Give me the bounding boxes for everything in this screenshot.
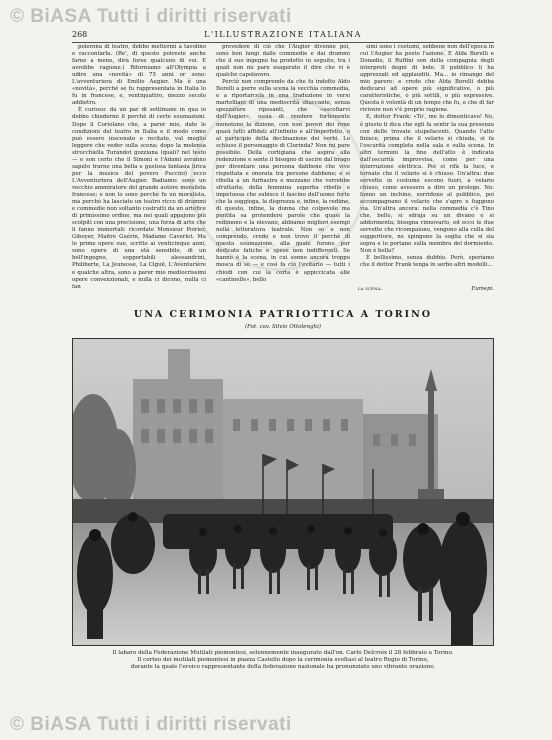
paragraph: E, dottor Frank: «To', me lo dimenticavo! No, è giusto ti dica che egli fa sentir la sua presenza con delle trovate stupefacenti. Quando l'atto finisce, prima che il velario si chiuda, si fa l'oscurità completa nella sala e sulla scena. In altri termini la fine dell'atto è indicata dall'oscurità improvvisa, come per una interruzione elettrica. Poi si rifà la luce, e tornate che il velario si è chiuso. Un'altra: due servette in costume escono fuori, a velario chiuso, come avessero a dire un prologo. No: fanno un inchino, sorridono al pubblico, poi accompagnano il velario che s'apre e fuggono via. Un'altra ancora: nella commedia c'è Tino che, bello, si sdraja su un divano e si addormenta; bisogna rinnovarlo, ed ecco le due servette che ricompaiono, vengono alla culla del suggeritore, ne spingono la soglia che si sia sopra e lo portano sulla membra del dormiente. Non è bella? xyxy=(360,114,494,255)
article-signature xyxy=(358,286,494,292)
caption-line: Il corteo dei mutilati piemontesi in piazza Castello dopo la cerimonia svoltasi al teatro Regio di Torino, xyxy=(137,657,429,664)
page-number: 268 xyxy=(72,30,88,39)
signature-left: la scena. xyxy=(358,286,383,292)
page-header xyxy=(72,30,494,43)
ceremony-photograph xyxy=(72,338,494,646)
running-head: L'ILLUSTRAZIONE ITALIANA xyxy=(204,30,362,39)
copyright-watermark-top: © BiASA Tutti i diritti riservati xyxy=(10,6,292,27)
section-title: UNA CERIMONIA PATRIOTTICA A TORINO xyxy=(133,309,433,320)
photo-illustration xyxy=(73,339,493,645)
photo-credit: (Fot. cav. Silvio Ottolenghi) xyxy=(245,324,321,330)
photo-caption xyxy=(72,650,494,672)
paragraph: simi sono i costumi, sebbene non dell'epoca in cui l'Augier ha posto l'azione. E Alda Borelli e Donadio, il Ruffini son della compagnia degli interpreti degni di lode. Il pubblico li ha apprezzati ed applauditi. Ma... io rimango del mio parere: e credo che Alda Borelli debba dedicarsi ad opere più significative, o più caratteristiche, o più sottili, o più espressive. Questa è volontà di un tempo che fu, e che di far rivivere non v'è proprio ragione. xyxy=(360,44,494,114)
article-column-1 xyxy=(72,44,206,294)
caption-line: durante la quale l'eroico rappresentante della federazione nazionale ha pronunziato uno vibrante orazione. xyxy=(130,664,436,671)
copyright-watermark-bottom: © BiASA Tutti i diritti riservati xyxy=(10,714,292,735)
paragraph: È curioso: da un par di settimane in qua io debbo chiedermi il perchè di certe esumazioni. Dopo il Coriolano che, a parer mio, date le condizioni del teatro in Italia e il modo come può essere inscenato e recitato, val meglio leggere che veder sulla scena; dopo la melensa strocchiella Turandot gozziana (quali? nel testo — e son certo che il Simoni e l'Adami avranno saputo trarne una bella e gustosa fantasia lirica per la musica del povero Puccini) ecco L'Avventuriera dell'Augier. Badiamo: sono un vecchio ammiratore del grande autore moralista francese; e non lo sono perchè fu un moralista, ma perchè ha lasciato un teatro ricco di drammi e commedie non soltanto costrutti da un artefice di primissimo ordine, ma nei quali appajono più scolpiti con una precisione, una forza di arte che li fanno immortali: ricordate Monsieur Poirier, Giboyer, Maitre Guérin, Madame Caverlet. Ma le prime opere sue, scritte ai venticinque anni, sono opere di una età sensibile, di un bell'ingegno, sopportabili alessandrini, Philiberte, La Jeunesse, La Ciguë, L'Aventurière e qualche altra, sono a parer mio mediocrissimi opere convenzionali, e nulla ci dicono, nulla ci fan xyxy=(72,107,206,290)
paragraph: È bellissimo, senza dubbio. Però, speriamo che il dottor Frank tenga in serbo altri modelli... xyxy=(360,255,494,269)
paragraph: Perciò non comprendo da che fu indotto Aldo Borelli a porre sulla scena la vecchia commedia, e a riportarcela in una traduzione in versi martelliani di una mediocrità sfiaccante, senza spezzature riposanti, che «ascoltarvi dell'Augier», ossia di rendere fortemente monotono la dizione, con non poveri dei rime quasi tutti affidati all'infinito e all'imperfetto, o al participio della declinazione dei verbi. Lo schiuso il personaggio di Clorinda? Non mi pare possibile. Della cortigiana che aspira alla redenzione e sente il bisogno di uscire dal brago per diventare una persona dabbene che vive rispettata e onorata tra persone dabbene; e si ribella a un furbastro e mezzano che vorrebbe sfruttarla; della femmina superba ribelle e impetuosa che subisce il fascino dell'uomo forte che la soggioga, la disprezza e, infine, la redime, di questo, infine, la donna che colpevole ma pentita sa protendere parole che quasi la redimono e la elevano, abbiamo migliori esempi nella letteratura teatrale. Non so e non comprendo, credo e non trovo il perchè di questa esumazione, alla quale furono pur dedicate fatiche e spese non indifferenti. Se hanno è la scena, in cui sonno ancora troppo mosca di sè — e così fa ciò l'evitarlo — tutti i chiodi con cui la corta è appiccicata alle «cantinelle», bello xyxy=(216,79,350,283)
article-column-3 xyxy=(360,44,494,294)
article-column-2 xyxy=(216,44,350,294)
article-columns xyxy=(72,44,494,294)
author-signature: Eumepi. xyxy=(471,286,494,292)
caption-line: Il labaro della Federazione Mutilati piemontesi, solennemente inaugurato dall'on. Carlo Delcroix il 28 febbraio a Torino. xyxy=(112,650,454,656)
paragraph: prevedere di ciò che l'Augier divenne poi, sono ben lungi dalle commedie e dai drammi che il suo ingegno ha prodotto in seguito, tra i quali non mi pare esagerato il dire che vi è qualche capolavoro. xyxy=(216,44,350,79)
paragraph: polerona di teatro, debbo mettermi a tavolino e raccontarla. (Re', di questo potreste anche farne a meno, dirà forse qualcuno di voi. E avrebbe ragione.) Ritorniamo all'Olympia a udire una «novità» di 75 anni or sono: L'avventuriera di Emilio Augier. Ma è una «novità», perchè se fu rappresentata in Italia lo fu in francese, e, ventiquattro, mezzo secolo addietro. xyxy=(72,44,206,107)
